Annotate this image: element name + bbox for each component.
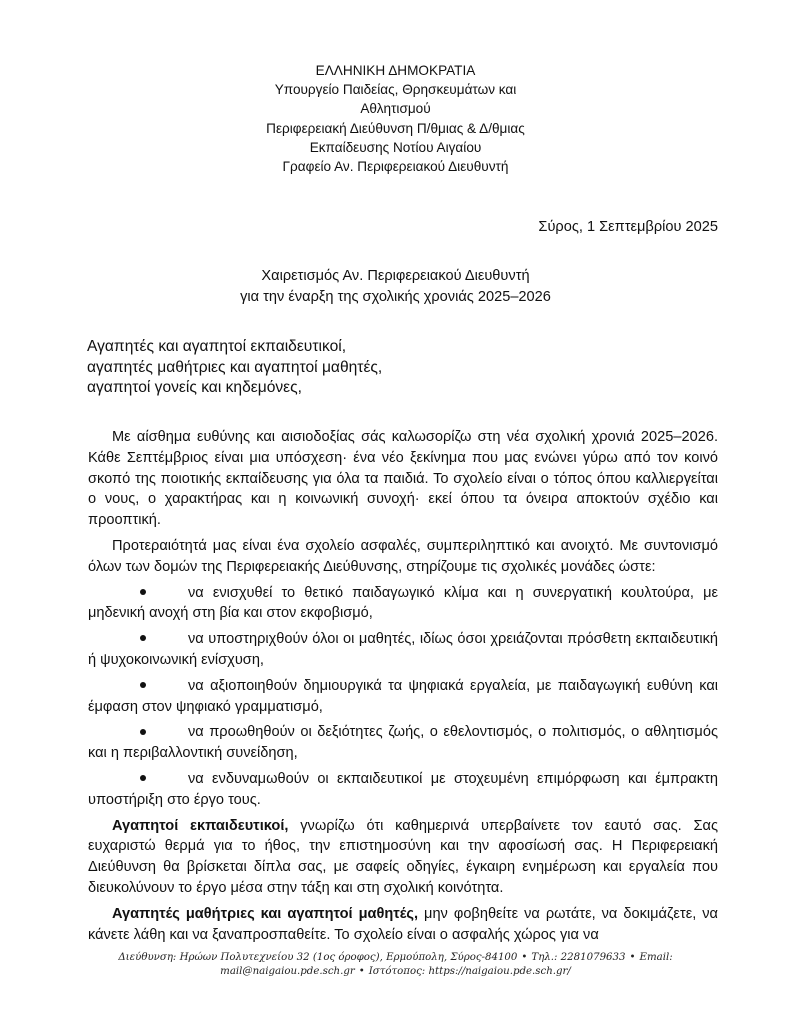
bullet-icon (140, 775, 146, 781)
salutation-line: αγαπητοί γονείς και κηδεμόνες, (87, 379, 302, 397)
footer-line-1 (0, 951, 791, 965)
letterhead-directorate: Περιφερειακή Διεύθυνση Π/θμιας & Δ/θμιας (266, 120, 525, 136)
bullet-text: να ενδυναμωθούν οι εκπαιδευτικοί με στοχευμένη επιμόρφωση και έμπρακτη υποστήριξη στο έργο τους. (88, 770, 718, 808)
salutation-line: Αγαπητές και αγαπητοί εκπαιδευτικοί, (87, 338, 347, 355)
bullet-icon (140, 682, 146, 688)
footer-separator: • (521, 952, 528, 963)
bullet-list-item (88, 583, 718, 625)
letter-date: Σύρος, 1 Σεπτεμβρίου 2025 (538, 219, 718, 235)
letterhead-ministry: Υπουργείο Παιδείας, Θρησκευμάτων και (274, 82, 517, 98)
bullet-icon (140, 729, 146, 735)
paragraph-lead-bold: Αγαπητές μαθήτριες και αγαπητοί μαθητές, (112, 905, 419, 922)
body-paragraph (88, 816, 718, 899)
bullet-icon (140, 635, 146, 641)
salutation (87, 337, 382, 399)
bullet-text: να αξιοποιηθούν δημιουργικά τα ψηφιακά εργαλεία, με παιδαγωγική ευθύνη και έμφαση στον ψηφιακό γραμματισμό, (88, 677, 718, 715)
subject-line-1: Χαιρετισμός Αν. Περιφερειακού Διευθυντή (261, 268, 530, 284)
paragraph-text: γνωρίζω ότι καθημερινά υπερβαίνετε τον εαυτό σας. Σας ευχαριστώ θερμά για το ήθος, την επιστημοσύνη και την αφοσίωσή σας. Η Περιφερειακή Διεύθυνση θα βρίσκεται δίπλα σας, με σαφείς οδηγίες, έγκαιρη ενημέρωση και εργαλεία που διευκολύνουν το έργο μέσα στην τάξη και στη σχολική κοινότητα. (88, 817, 718, 896)
footer-separator: • (629, 952, 636, 963)
bullet-text: να ενισχυθεί το θετικό παιδαγωγικό κλίμα και η συνεργατική κουλτούρα, με μηδενική ανοχή στη βία και στον εκφοβισμό, (88, 584, 718, 622)
footer-address: Διεύθυνση: Ηρώων Πολυτεχνείου 32 (1ος όροφος), Ερμούπολη, Σύρος-84100 (118, 952, 518, 963)
footer-line-2 (0, 965, 791, 979)
letterhead-region: Εκπαίδευσης Νοτίου Αιγαίου (309, 139, 482, 155)
paragraph-text: μην φοβηθείτε να ρωτάτε, να δοκιμάζετε, να κάνετε λάθη και να ξαναπροσπαθείτε. Το σχολείο είναι ο ασφαλής χώρος για να (88, 905, 718, 943)
bullet-text: να υποστηριχθούν όλοι οι μαθητές, ιδίως όσοι χρειάζονται πρόσθετη εκπαιδευτική ή ψυχοκοινωνική ενίσχυση, (88, 631, 718, 668)
bullet-icon (140, 589, 146, 595)
subject-line-2: για την έναρξη της σχολικής χρονιάς 2025–2026 (240, 288, 551, 305)
bullet-list-item (88, 629, 718, 671)
body-paragraph: Προτεραιότητά μας είναι ένα σχολείο ασφαλές, συμπεριληπτικό και ανοιχτό. Με συντονισμό όλων των δομών της Περιφερειακής Διεύθυνσης, στηρίζουμε τις σχολικές μονάδες ώστε: (88, 537, 718, 575)
letterhead (0, 61, 791, 176)
page-footer (0, 951, 791, 979)
letterhead-office: Γραφείο Αν. Περιφερειακού Διευθυντή (282, 159, 509, 175)
body-paragraph (88, 904, 718, 946)
bullet-list-item (88, 722, 718, 764)
letterhead-country: ΕΛΛΗΝΙΚΗ ΔΗΜΟΚΡΑΤΙΑ (315, 63, 476, 78)
body-paragraph: Με αίσθημα ευθύνης και αισιοδοξίας σάς καλωσορίζω στη νέα σχολική χρονιά 2025–2026. Κάθε Σεπτέμβριος είναι μια υπόσχεση· ένα νέο ξεκίνημα που μας ενώνει γύρω από τον κοινό σκοπό της ποιοτικής εκπαίδευσης για όλα τα παιδιά. Το σχολείο είναι ο τόπος όπου καλλιεργείται ο νους, ο χαρακτήρας και η κοινωνική συνοχή· εκεί όπου τα όνειρα αποκτούν σχέδιο και προοπτική. (88, 429, 718, 529)
letterhead-ministry-cont: Αθλητισμού (360, 101, 431, 117)
salutation-line: αγαπητές μαθήτριες και αγαπητοί μαθητές, (87, 358, 383, 376)
footer-website-link[interactable]: Ιστότοπος: https://naigaiou.pde.sch.gr/ (368, 966, 571, 978)
footer-phone: Τηλ.: 2281079633 (531, 952, 626, 963)
footer-separator: • (358, 966, 365, 978)
letter-subject (0, 266, 791, 307)
paragraph-lead-bold: Αγαπητοί εκπαιδευτικοί, (112, 817, 289, 834)
letter-body (88, 427, 718, 950)
bullet-list-item (88, 769, 718, 811)
bullet-text: να προωθηθούν οι δεξιότητες ζωής, ο εθελοντισμός, ο πολιτισμός, ο αθλητισμός και η περιβαλλοντική συνείδηση, (88, 724, 718, 762)
footer-email-label: Email: (639, 952, 673, 963)
footer-email-link[interactable]: mail@naigaiou.pde.sch.gr (220, 966, 355, 978)
bullet-list-item (88, 676, 718, 718)
